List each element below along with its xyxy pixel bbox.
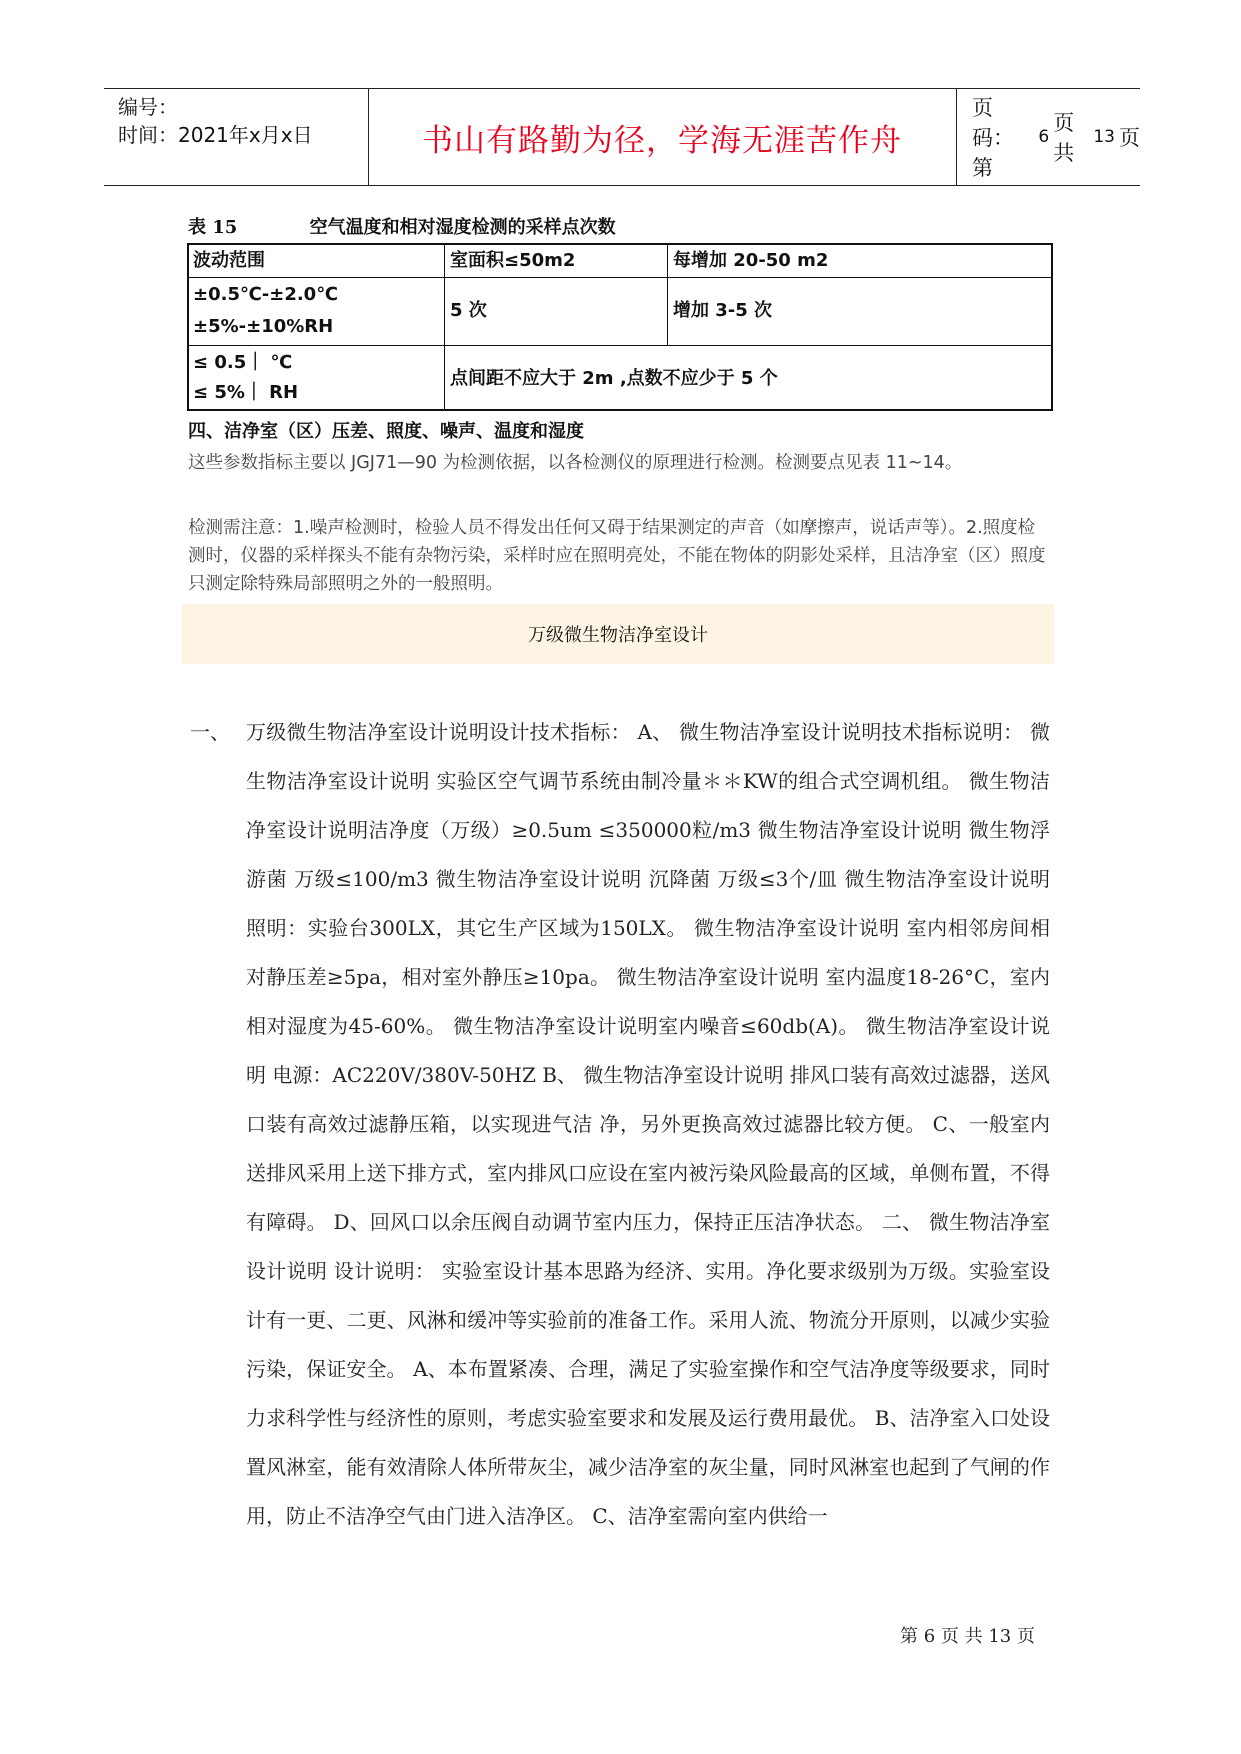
table-rule [667,245,668,345]
section-heading: 四、洁净室（区）压差、照度、噪声、温度和湿度 [188,421,584,442]
page-prefix: 页码：第 [972,96,1014,180]
article-title: 万级微生物洁净室设计 [528,625,708,646]
page-mid: 页 共 [1053,111,1075,165]
page-suffix: 页 [1119,126,1140,150]
table-header-cell: 室面积≤50m2 [450,250,576,271]
table-label: 表 15 [188,217,238,238]
number-label: 编号： [118,95,178,119]
table-caption [188,213,616,239]
table-rule [189,345,1051,346]
header-motto: 书山有路勤为径，学海无涯苦作舟 [422,122,902,159]
page-header [104,88,1140,186]
table-cell: 5 次 [450,300,487,321]
table-cell: ±0.5℃-±2.0℃ [193,284,339,305]
table-cell: ≤ 0.5｜ ℃ [193,352,293,373]
list-number: 一、 [190,720,230,744]
page-current: 6 [1038,127,1050,147]
page-total: 13 [1093,127,1115,147]
table-rule [189,277,1051,278]
table-cell: 点间距不应大于 2m ,点数不应少于 5 个 [450,368,778,389]
header-divider [956,89,957,185]
header-page-indicator [972,89,1140,185]
sampling-table [187,243,1053,411]
time-label: 时间：2021年x月x日 [118,123,313,147]
paragraph: 这些参数指标主要以 JGJ71—90 为检测依据，以各检测仪的原理进行检测。检测要点见表 11~14。 [188,453,963,473]
table-title: 空气温度和相对湿度检测的采样点次数 [309,217,616,238]
page-footer: 第 6 页 共 13 页 [900,1626,1035,1647]
article-title-banner [182,604,1054,664]
table-cell: ≤ 5%｜ RH [193,382,299,403]
table-rule [444,345,445,409]
header-divider [368,89,369,185]
table-cell: 增加 3-5 次 [673,300,773,321]
header-meta [118,93,368,149]
body-paragraph: 万级微生物洁净室设计说明设计技术指标： A、 微生物洁净室设计说明技术指标说明： 微生物洁净室设计说明 实验区空气调节系统由制冷量＊＊KW的组合式空调机组。 微生物洁净室设计说明洁净度（万级）≥0.5um ≤350000粒/m3 微生物洁净室设计说明 微生物浮游菌 万级≤100/m3 微生物洁净室设计说明 沉降菌 万级≤3个/皿 微生物洁净室设计说明 照明：实验台300LX，其它生产区域为150LX。 微生物洁净室设计说明 室内相邻房间相对静压差≥5pa，相对室外静压≥10pa。 微生物洁净室设计说明 室内温度18-26°C，室内相对湿度为45-60%。 微生物洁净室设计说明室内噪音≤60db(A)。 微生物洁净室设计说明 电源：AC220V/380V-50HZ B、 微生物洁净室设计说明 排风口装有高效过滤器，送风口装有高效过滤静压箱，以实现进气洁 净，另外更换高效过滤器比较方便。 C、一般室内送排风采用上送下排方式，室内排风口应设在室内被污染风险最高的区域，单侧布置，不得有障碍。 D、回风口以余压阀自动调节室内压力，保持正压洁净状态。 二、 微生物洁净室设计说明 设计说明： 实验室设计基本思路为经济、实用。净化要求级别为万级。实验室设计有一更、二更、风淋和缓冲等实验前的准备工作。采用人流、物流分开原则，以减少实验污染，保证安全。 A、本布置紧凑、合理，满足了实验室操作和空气洁净度等级要求，同时力求科学性与经济性的原则，考虑实验室要求和发展及运行费用最优。 B、洁净室入口处设置风淋室，能有效清除人体所带灰尘，减少洁净室的灰尘量，同时风淋室也起到了气闸的作用，防止不洁净空气由门进入洁净区。 C、洁净室需向室内供给一 [246,720,1050,1528]
table-header-cell: 波动范围 [193,250,265,271]
table-rule [444,245,445,345]
table-cell: ±5%-±10%RH [193,316,334,337]
paragraph: 检测需注意：1.噪声检测时，检验人员不得发出任何又碍于结果测定的声音（如摩擦声，说话声等）。2.照度检测时，仪器的采样探头不能有杂物污染，采样时应在照明亮处，不能在物体的阴影处采样，且洁净室（区）照度只测定除特殊局部照明之外的一般照明。 [188,518,1046,594]
table-header-cell: 每增加 20-50 m2 [673,250,829,271]
